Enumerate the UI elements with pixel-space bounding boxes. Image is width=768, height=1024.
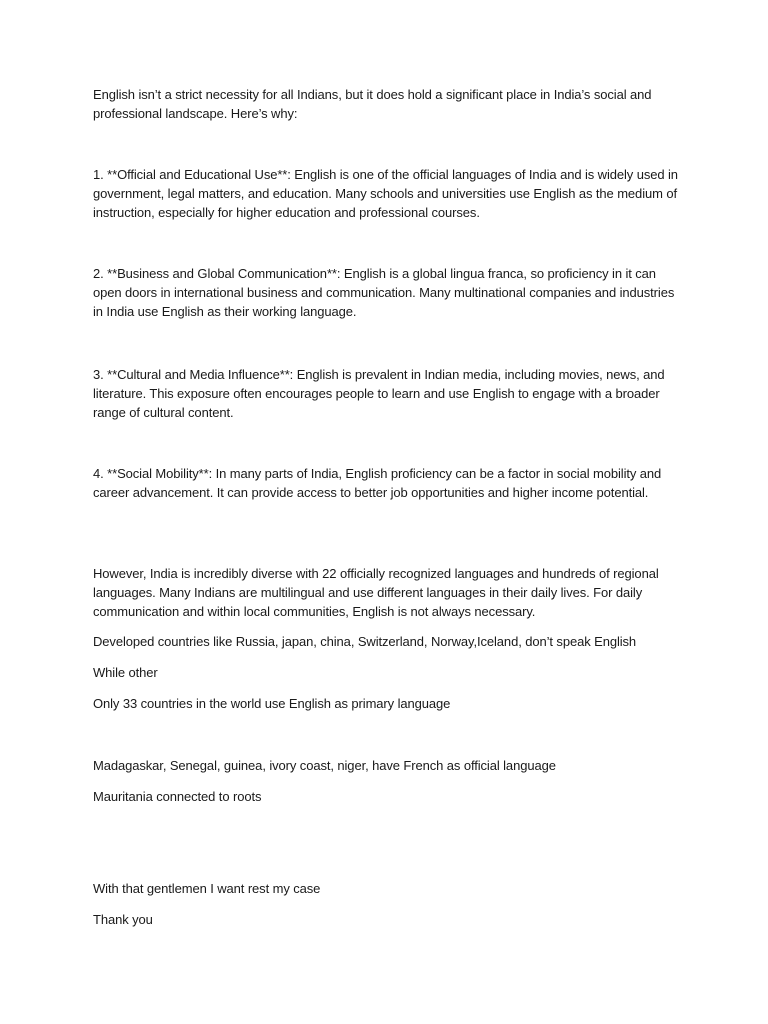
- only-33-countries-line: Only 33 countries in the world use English as primary language: [93, 696, 451, 711]
- point-social-mobility: 4. **Social Mobility**: In many parts of India, English proficiency can be a factor in social mobility and career advancement. It can provide access to better job opportunities and higher income potential.: [93, 466, 662, 500]
- french-official-language-line: Madagaskar, Senegal, guinea, ivory coast, niger, have French as official language: [93, 758, 556, 773]
- thank-you-line: Thank you: [93, 912, 153, 927]
- while-other-line: While other: [93, 665, 158, 680]
- developed-countries-line: Developed countries like Russia, japan, china, Switzerland, Norway,Iceland, don’t speak English: [93, 634, 637, 649]
- point-business-global: 2. **Business and Global Communication**: English is a global lingua franca, so proficiency in it can open doors in international business and communication. Many multinational companies and industries in India use English as their working language.: [93, 266, 675, 319]
- mauritania-line: Mauritania connected to roots: [93, 789, 262, 804]
- however-paragraph: However, India is incredibly diverse with 22 officially recognized languages and hundreds of regional languages. Many Indians are multilingual and use different languages in their daily lives. For daily communication and within local communities, English is not always necessary.: [93, 566, 659, 619]
- intro-paragraph: English isn’t a strict necessity for all Indians, but it does hold a significant place in India’s social and professional landscape. Here’s why:: [93, 87, 652, 121]
- point-cultural-media: 3. **Cultural and Media Influence**: English is prevalent in Indian media, including movies, news, and literature. This exposure often encourages people to learn and use English to engage with a broader range of cultural content.: [93, 367, 665, 420]
- closing-line: With that gentlemen I want rest my case: [93, 881, 321, 896]
- point-official-educational: 1. **Official and Educational Use**: English is one of the official languages of India and is widely used in government, legal matters, and education. Many schools and universities use English as the medium of instruction, especially for higher education and professional courses.: [93, 167, 678, 220]
